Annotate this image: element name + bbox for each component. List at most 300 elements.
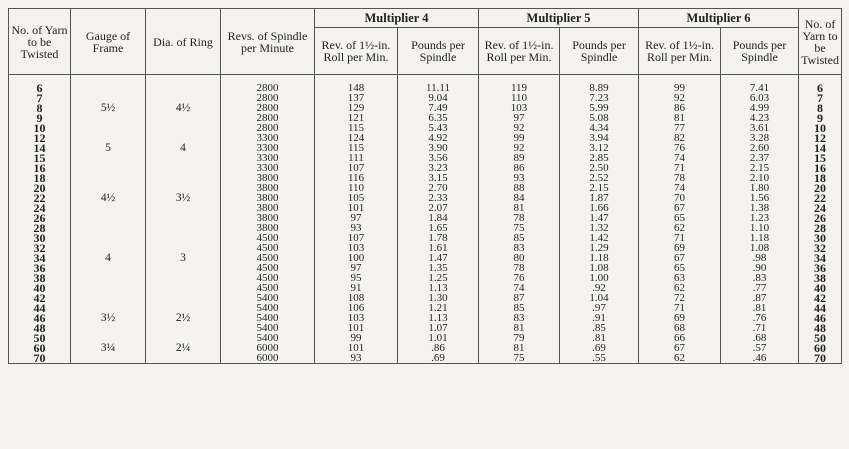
header-m6-pounds: Pounds per Spindle <box>721 28 799 75</box>
m4-roll-revs-cell: 110 <box>315 183 398 193</box>
m4-pounds-cell: 1.78 <box>398 233 479 243</box>
m4-roll-revs-cell: 107 <box>315 233 398 243</box>
table-row <box>9 103 842 113</box>
header-m4-pounds: Pounds per Spindle <box>398 28 479 75</box>
table-row <box>9 313 842 323</box>
m4-roll-revs-cell: 106 <box>315 303 398 313</box>
m6-roll-revs-cell: 62 <box>639 223 721 233</box>
yarn-number-left: 70 <box>9 353 71 364</box>
m4-pounds-cell: 7.49 <box>398 103 479 113</box>
ring-cell: 2¼ <box>146 343 221 353</box>
table-row <box>9 243 842 253</box>
m5-roll-revs-cell: 85 <box>479 233 560 243</box>
yarn-number-right: 42 <box>799 293 842 303</box>
m5-roll-revs-cell: 76 <box>479 273 560 283</box>
m5-pounds-cell: .55 <box>560 353 639 364</box>
m4-pounds-cell: 3.23 <box>398 163 479 173</box>
m6-roll-revs-cell: 82 <box>639 133 721 143</box>
spindle-revs-cell: 4500 <box>221 273 315 283</box>
table-row <box>9 123 842 133</box>
table-row <box>9 253 842 263</box>
spindle-revs-cell: 2800 <box>221 113 315 123</box>
m5-pounds-cell: 2.50 <box>560 163 639 173</box>
yarn-number-left: 46 <box>9 313 71 323</box>
m5-roll-revs-cell: 97 <box>479 113 560 123</box>
m4-roll-revs-cell: 101 <box>315 203 398 213</box>
m6-roll-revs-cell: 69 <box>639 243 721 253</box>
yarn-number-right: 48 <box>799 323 842 333</box>
m5-roll-revs-cell: 84 <box>479 193 560 203</box>
m4-roll-revs-cell: 97 <box>315 263 398 273</box>
ring-cell <box>146 163 221 173</box>
table-row <box>9 93 842 103</box>
m6-pounds-cell: .81 <box>721 303 799 313</box>
m6-roll-revs-cell: 65 <box>639 263 721 273</box>
m6-pounds-cell: 1.80 <box>721 183 799 193</box>
m4-pounds-cell: 9.04 <box>398 93 479 103</box>
m4-pounds-cell: 1.21 <box>398 303 479 313</box>
m5-pounds-cell: .92 <box>560 283 639 293</box>
yarn-number-left: 30 <box>9 233 71 243</box>
yarn-number-right: 8 <box>799 103 842 113</box>
table-row <box>9 163 842 173</box>
m4-pounds-cell: 3.56 <box>398 153 479 163</box>
m4-pounds-cell: .86 <box>398 343 479 353</box>
header-m5-pounds: Pounds per Spindle <box>560 28 639 75</box>
m6-pounds-cell: 7.41 <box>721 83 799 93</box>
m5-roll-revs-cell: 87 <box>479 293 560 303</box>
m4-roll-revs-cell: 103 <box>315 243 398 253</box>
ring-cell <box>146 273 221 283</box>
m6-pounds-cell: 1.10 <box>721 223 799 233</box>
yarn-number-left: 44 <box>9 303 71 313</box>
m6-pounds-cell: .76 <box>721 313 799 323</box>
m5-pounds-cell: 2.52 <box>560 173 639 183</box>
m5-pounds-cell: 1.29 <box>560 243 639 253</box>
table-row <box>9 143 842 153</box>
table-row <box>9 173 842 183</box>
m5-roll-revs-cell: 79 <box>479 333 560 343</box>
m4-roll-revs-cell: 95 <box>315 273 398 283</box>
m6-pounds-cell: 4.99 <box>721 103 799 113</box>
m6-roll-revs-cell: 74 <box>639 183 721 193</box>
m4-pounds-cell: 1.13 <box>398 283 479 293</box>
m6-roll-revs-cell: 62 <box>639 353 721 364</box>
m5-pounds-cell: 1.66 <box>560 203 639 213</box>
ring-cell <box>146 113 221 123</box>
m5-roll-revs-cell: 99 <box>479 133 560 143</box>
m4-roll-revs-cell: 103 <box>315 313 398 323</box>
spindle-revs-cell: 3800 <box>221 223 315 233</box>
m6-roll-revs-cell: 71 <box>639 233 721 243</box>
m4-roll-revs-cell: 107 <box>315 163 398 173</box>
spindle-revs-cell: 5400 <box>221 293 315 303</box>
m5-roll-revs-cell: 88 <box>479 183 560 193</box>
gauge-cell: 4½ <box>71 193 146 203</box>
spindle-revs-cell: 3300 <box>221 143 315 153</box>
m4-pounds-cell: .69 <box>398 353 479 364</box>
table-row <box>9 343 842 353</box>
yarn-number-left: 32 <box>9 243 71 253</box>
m6-roll-revs-cell: 81 <box>639 113 721 123</box>
m5-pounds-cell: 1.04 <box>560 293 639 303</box>
yarn-number-left: 38 <box>9 273 71 283</box>
gauge-cell: 4 <box>71 253 146 263</box>
m6-roll-revs-cell: 76 <box>639 143 721 153</box>
yarn-twist-table-sheet <box>8 8 841 440</box>
m4-pounds-cell: 4.92 <box>398 133 479 143</box>
m5-roll-revs-cell: 110 <box>479 93 560 103</box>
ring-cell <box>146 323 221 333</box>
spindle-revs-cell: 2800 <box>221 123 315 133</box>
table-row <box>9 263 842 273</box>
m6-pounds-cell: .71 <box>721 323 799 333</box>
m5-pounds-cell: .97 <box>560 303 639 313</box>
m5-roll-revs-cell: 85 <box>479 303 560 313</box>
gauge-cell: 3½ <box>71 313 146 323</box>
m6-pounds-cell: 2.37 <box>721 153 799 163</box>
spacer-row <box>9 75 842 84</box>
spindle-revs-cell: 5400 <box>221 303 315 313</box>
table-row <box>9 303 842 313</box>
m5-roll-revs-cell: 83 <box>479 243 560 253</box>
m6-roll-revs-cell: 62 <box>639 283 721 293</box>
m5-pounds-cell: 5.08 <box>560 113 639 123</box>
yarn-number-right: 18 <box>799 173 842 183</box>
table-row <box>9 113 842 123</box>
m4-roll-revs-cell: 148 <box>315 83 398 93</box>
gauge-cell <box>71 213 146 223</box>
yarn-number-right: 28 <box>799 223 842 233</box>
yarn-number-left: 26 <box>9 213 71 223</box>
yarn-number-left: 20 <box>9 183 71 193</box>
m6-roll-revs-cell: 67 <box>639 343 721 353</box>
yarn-number-right: 14 <box>799 143 842 153</box>
m6-pounds-cell: 2.60 <box>721 143 799 153</box>
yarn-number-left: 42 <box>9 293 71 303</box>
yarn-number-left: 6 <box>9 83 71 93</box>
m6-pounds-cell: 2.10 <box>721 173 799 183</box>
table-row <box>9 233 842 243</box>
spindle-revs-cell: 3800 <box>221 183 315 193</box>
spindle-revs-cell: 5400 <box>221 313 315 323</box>
gauge-cell <box>71 153 146 163</box>
m5-pounds-cell: 8.89 <box>560 83 639 93</box>
ring-cell <box>146 203 221 213</box>
m6-pounds-cell: 4.23 <box>721 113 799 123</box>
m4-pounds-cell: 1.61 <box>398 243 479 253</box>
m4-pounds-cell: 2.33 <box>398 193 479 203</box>
m5-roll-revs-cell: 83 <box>479 313 560 323</box>
m4-roll-revs-cell: 111 <box>315 153 398 163</box>
table-row <box>9 203 842 213</box>
m5-roll-revs-cell: 78 <box>479 263 560 273</box>
ring-cell <box>146 83 221 93</box>
m5-roll-revs-cell: 103 <box>479 103 560 113</box>
yarn-number-right: 22 <box>799 193 842 203</box>
m4-roll-revs-cell: 108 <box>315 293 398 303</box>
ring-cell <box>146 263 221 273</box>
header-gauge-of-frame: Gauge of Frame <box>71 9 146 75</box>
m5-roll-revs-cell: 75 <box>479 353 560 364</box>
m5-roll-revs-cell: 81 <box>479 323 560 333</box>
m4-pounds-cell: 1.01 <box>398 333 479 343</box>
table-row <box>9 283 842 293</box>
yarn-number-left: 18 <box>9 173 71 183</box>
yarn-number-right: 34 <box>799 253 842 263</box>
m6-pounds-cell: .83 <box>721 273 799 283</box>
m4-roll-revs-cell: 124 <box>315 133 398 143</box>
table-row <box>9 213 842 223</box>
m5-roll-revs-cell: 92 <box>479 123 560 133</box>
m6-roll-revs-cell: 74 <box>639 153 721 163</box>
m5-pounds-cell: .91 <box>560 313 639 323</box>
m4-pounds-cell: 1.65 <box>398 223 479 233</box>
yarn-twist-table <box>8 8 842 364</box>
m4-roll-revs-cell: 97 <box>315 213 398 223</box>
yarn-number-right: 26 <box>799 213 842 223</box>
yarn-number-left: 60 <box>9 343 71 353</box>
yarn-number-right: 46 <box>799 313 842 323</box>
header-ring-diameter: Dia. of Ring <box>146 9 221 75</box>
yarn-number-right: 6 <box>799 83 842 93</box>
m6-pounds-cell: 1.18 <box>721 233 799 243</box>
m5-roll-revs-cell: 86 <box>479 163 560 173</box>
m5-pounds-cell: 1.47 <box>560 213 639 223</box>
yarn-number-right: 32 <box>799 243 842 253</box>
m6-pounds-cell: .98 <box>721 253 799 263</box>
ring-cell <box>146 223 221 233</box>
m4-roll-revs-cell: 99 <box>315 333 398 343</box>
table-row <box>9 83 842 93</box>
m5-pounds-cell: 1.00 <box>560 273 639 283</box>
m4-pounds-cell: 5.43 <box>398 123 479 133</box>
yarn-number-left: 24 <box>9 203 71 213</box>
gauge-cell <box>71 233 146 243</box>
table-row <box>9 323 842 333</box>
m4-pounds-cell: 1.25 <box>398 273 479 283</box>
yarn-number-right: 50 <box>799 333 842 343</box>
gauge-cell: 5½ <box>71 103 146 113</box>
gauge-cell: 3¼ <box>71 343 146 353</box>
m6-pounds-cell: 3.61 <box>721 123 799 133</box>
yarn-number-left: 50 <box>9 333 71 343</box>
m5-roll-revs-cell: 89 <box>479 153 560 163</box>
yarn-number-left: 7 <box>9 93 71 103</box>
yarn-number-left: 12 <box>9 133 71 143</box>
m4-roll-revs-cell: 91 <box>315 283 398 293</box>
yarn-number-right: 15 <box>799 153 842 163</box>
yarn-number-right: 40 <box>799 283 842 293</box>
gauge-cell: 5 <box>71 143 146 153</box>
header-m5-roll-revs: Rev. of 1½-in. Roll per Min. <box>479 28 560 75</box>
m4-roll-revs-cell: 93 <box>315 353 398 364</box>
m5-roll-revs-cell: 80 <box>479 253 560 263</box>
m5-roll-revs-cell: 81 <box>479 343 560 353</box>
m6-roll-revs-cell: 68 <box>639 323 721 333</box>
ring-cell <box>146 213 221 223</box>
spindle-revs-cell: 2800 <box>221 93 315 103</box>
yarn-number-left: 16 <box>9 163 71 173</box>
header-multiplier-5: Multiplier 5 <box>479 9 639 28</box>
m4-roll-revs-cell: 137 <box>315 93 398 103</box>
yarn-number-right: 36 <box>799 263 842 273</box>
gauge-cell <box>71 283 146 293</box>
spindle-revs-cell: 6000 <box>221 343 315 353</box>
yarn-number-left: 10 <box>9 123 71 133</box>
table-row <box>9 183 842 193</box>
ring-cell <box>146 293 221 303</box>
m5-pounds-cell: 7.23 <box>560 93 639 103</box>
m6-pounds-cell: 1.08 <box>721 243 799 253</box>
spindle-revs-cell: 5400 <box>221 333 315 343</box>
yarn-number-right: 38 <box>799 273 842 283</box>
gauge-cell <box>71 353 146 364</box>
m4-roll-revs-cell: 116 <box>315 173 398 183</box>
m4-roll-revs-cell: 115 <box>315 123 398 133</box>
m4-pounds-cell: 1.35 <box>398 263 479 273</box>
m5-pounds-cell: 1.32 <box>560 223 639 233</box>
table-row <box>9 273 842 283</box>
spacer-cell <box>71 75 146 84</box>
spindle-revs-cell: 2800 <box>221 103 315 113</box>
spindle-revs-cell: 3800 <box>221 173 315 183</box>
m4-roll-revs-cell: 100 <box>315 253 398 263</box>
gauge-cell <box>71 83 146 93</box>
spindle-revs-cell: 3800 <box>221 213 315 223</box>
m4-roll-revs-cell: 93 <box>315 223 398 233</box>
yarn-number-right: 30 <box>799 233 842 243</box>
yarn-number-right: 7 <box>799 93 842 103</box>
m6-pounds-cell: .77 <box>721 283 799 293</box>
gauge-cell <box>71 173 146 183</box>
m6-pounds-cell: .90 <box>721 263 799 273</box>
m4-pounds-cell: 2.70 <box>398 183 479 193</box>
gauge-cell <box>71 203 146 213</box>
m5-roll-revs-cell: 78 <box>479 213 560 223</box>
m5-pounds-cell: 4.34 <box>560 123 639 133</box>
m5-roll-revs-cell: 74 <box>479 283 560 293</box>
header-spindle-revs: Revs. of Spindle per Minute <box>221 9 315 75</box>
m6-pounds-cell: .87 <box>721 293 799 303</box>
m5-pounds-cell: .81 <box>560 333 639 343</box>
table-row <box>9 353 842 364</box>
yarn-number-right: 9 <box>799 113 842 123</box>
gauge-cell <box>71 123 146 133</box>
m6-roll-revs-cell: 99 <box>639 83 721 93</box>
yarn-number-left: 14 <box>9 143 71 153</box>
spindle-revs-cell: 4500 <box>221 253 315 263</box>
yarn-number-right: 20 <box>799 183 842 193</box>
yarn-number-left: 28 <box>9 223 71 233</box>
ring-cell: 4 <box>146 143 221 153</box>
m4-roll-revs-cell: 101 <box>315 343 398 353</box>
gauge-cell <box>71 113 146 123</box>
m5-pounds-cell: .69 <box>560 343 639 353</box>
table-row <box>9 223 842 233</box>
spindle-revs-cell: 4500 <box>221 283 315 293</box>
m6-roll-revs-cell: 67 <box>639 203 721 213</box>
spindle-revs-cell: 5400 <box>221 323 315 333</box>
m5-pounds-cell: 2.85 <box>560 153 639 163</box>
m5-pounds-cell: 1.08 <box>560 263 639 273</box>
yarn-number-right: 24 <box>799 203 842 213</box>
m6-roll-revs-cell: 92 <box>639 93 721 103</box>
m6-roll-revs-cell: 65 <box>639 213 721 223</box>
gauge-cell <box>71 263 146 273</box>
m4-roll-revs-cell: 121 <box>315 113 398 123</box>
m5-pounds-cell: 1.18 <box>560 253 639 263</box>
ring-cell <box>146 283 221 293</box>
m4-pounds-cell: 3.90 <box>398 143 479 153</box>
m4-roll-revs-cell: 129 <box>315 103 398 113</box>
m6-pounds-cell: 1.23 <box>721 213 799 223</box>
yarn-number-left: 36 <box>9 263 71 273</box>
m5-pounds-cell: .85 <box>560 323 639 333</box>
table-row <box>9 193 842 203</box>
m6-pounds-cell: 1.56 <box>721 193 799 203</box>
table-body <box>9 75 842 364</box>
yarn-number-right: 60 <box>799 343 842 353</box>
header-yarn-number-right: No. of Yarn to be Twisted <box>799 9 842 75</box>
m6-roll-revs-cell: 72 <box>639 293 721 303</box>
m5-pounds-cell: 3.94 <box>560 133 639 143</box>
ring-cell: 2½ <box>146 313 221 323</box>
yarn-number-left: 9 <box>9 113 71 123</box>
yarn-number-left: 40 <box>9 283 71 293</box>
header-m6-roll-revs: Rev. of 1½-in. Roll per Min. <box>639 28 721 75</box>
yarn-number-right: 44 <box>799 303 842 313</box>
m6-pounds-cell: .46 <box>721 353 799 364</box>
table-row <box>9 293 842 303</box>
ring-cell <box>146 173 221 183</box>
m5-pounds-cell: 3.12 <box>560 143 639 153</box>
m6-roll-revs-cell: 78 <box>639 173 721 183</box>
m4-pounds-cell: 11.11 <box>398 83 479 93</box>
m5-roll-revs-cell: 75 <box>479 223 560 233</box>
spindle-revs-cell: 4500 <box>221 233 315 243</box>
m4-roll-revs-cell: 101 <box>315 323 398 333</box>
yarn-number-right: 70 <box>799 353 842 364</box>
m5-roll-revs-cell: 81 <box>479 203 560 213</box>
header-yarn-number-left: No. of Yarn to be Twisted <box>9 9 71 75</box>
yarn-number-left: 15 <box>9 153 71 163</box>
spindle-revs-cell: 2800 <box>221 83 315 93</box>
m6-pounds-cell: .68 <box>721 333 799 343</box>
table-row <box>9 333 842 343</box>
m4-roll-revs-cell: 105 <box>315 193 398 203</box>
ring-cell <box>146 123 221 133</box>
header-m4-roll-revs: Rev. of 1½-in. Roll per Min. <box>315 28 398 75</box>
gauge-cell <box>71 293 146 303</box>
m4-pounds-cell: 1.07 <box>398 323 479 333</box>
m4-roll-revs-cell: 115 <box>315 143 398 153</box>
yarn-number-right: 16 <box>799 163 842 173</box>
yarn-number-left: 22 <box>9 193 71 203</box>
spindle-revs-cell: 3800 <box>221 203 315 213</box>
m5-pounds-cell: 2.15 <box>560 183 639 193</box>
m6-roll-revs-cell: 66 <box>639 333 721 343</box>
ring-cell: 3 <box>146 253 221 263</box>
gauge-cell <box>71 223 146 233</box>
m6-roll-revs-cell: 71 <box>639 163 721 173</box>
m6-roll-revs-cell: 63 <box>639 273 721 283</box>
m4-pounds-cell: 1.13 <box>398 313 479 323</box>
m6-pounds-cell: 6.03 <box>721 93 799 103</box>
m4-pounds-cell: 1.84 <box>398 213 479 223</box>
yarn-number-right: 10 <box>799 123 842 133</box>
spindle-revs-cell: 4500 <box>221 263 315 273</box>
